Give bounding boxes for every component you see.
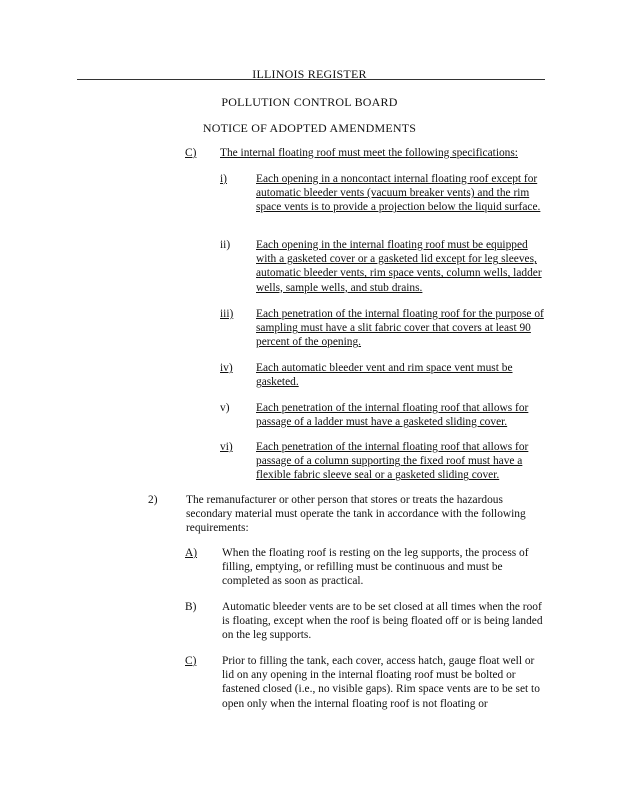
subsection-2-text: The remanufacturer or other person that stores or treats the hazardous secondary material must operate the tank in accordance with the following requirements:	[186, 494, 526, 535]
list-item-text: Each automatic bleeder vent and rim space vent must be gasketed.	[256, 362, 513, 389]
list-item-label: v)	[220, 402, 230, 414]
list-item-text: Automatic bleeder vents are to be set closed at all times when the roof is floating, except when the roof is being floated off or is being landed on the leg supports.	[222, 601, 543, 642]
list-item-text: Each opening in the internal floating roof must be equipped with a gasketed cover or a gasketed lid except for leg sleeves, automatic bleeder vents, rim space vents, column wells, ladder wells, sample wells, and stub drains.	[256, 239, 542, 294]
subsection-c-text: The internal floating roof must meet the following specifications:	[220, 147, 518, 159]
list-item-text: Each penetration of the internal floating roof for the purpose of sampling must have a slit fabric cover that covers at least 90 percent of the opening.	[256, 308, 544, 349]
list-item-text: Each opening in a noncontact internal floating roof except for automatic bleeder vents (vacuum breaker vents) and the rim space vents is to provide a projection below the liquid surface.	[256, 173, 541, 214]
list-item-label: B)	[185, 601, 197, 613]
list-item-label: vi)	[220, 441, 233, 453]
list-item-text: Each penetration of the internal floating roof that allows for passage of a column supporting the fixed roof must have a flexible fabric sleeve seal or a gasketed sliding cover.	[256, 441, 529, 482]
list-item-label: iv)	[220, 362, 233, 374]
list-item-label: i)	[220, 173, 227, 185]
list-item-label: ii)	[220, 239, 231, 251]
list-item-label: C)	[185, 655, 197, 667]
board-title: POLLUTION CONTROL BOARD	[221, 95, 398, 109]
header-rule	[77, 79, 545, 80]
list-item-text: When the floating roof is resting on the leg supports, the process of filling, emptying, or refilling must be continuous and must be completed as soon as practical.	[222, 547, 529, 588]
list-item-text: Each penetration of the internal floating roof that allows for passage of a ladder must have a gasketed sliding cover.	[256, 402, 529, 429]
list-item-label: A)	[185, 547, 198, 559]
subsection-2-label: 2)	[148, 494, 158, 506]
register-title: ILLINOIS REGISTER	[252, 67, 367, 81]
subsection-c-label: C)	[185, 147, 197, 159]
list-item-text: Prior to filling the tank, each cover, access hatch, gauge float well or lid on any opening in the internal floating roof must be bolted or fastened closed (i.e., no visible gaps). Rim space vents are to be set to open only when the internal floating roof is not floating or	[222, 655, 540, 710]
list-item-label: iii)	[220, 308, 234, 320]
notice-title: NOTICE OF ADOPTED AMENDMENTS	[202, 121, 417, 135]
